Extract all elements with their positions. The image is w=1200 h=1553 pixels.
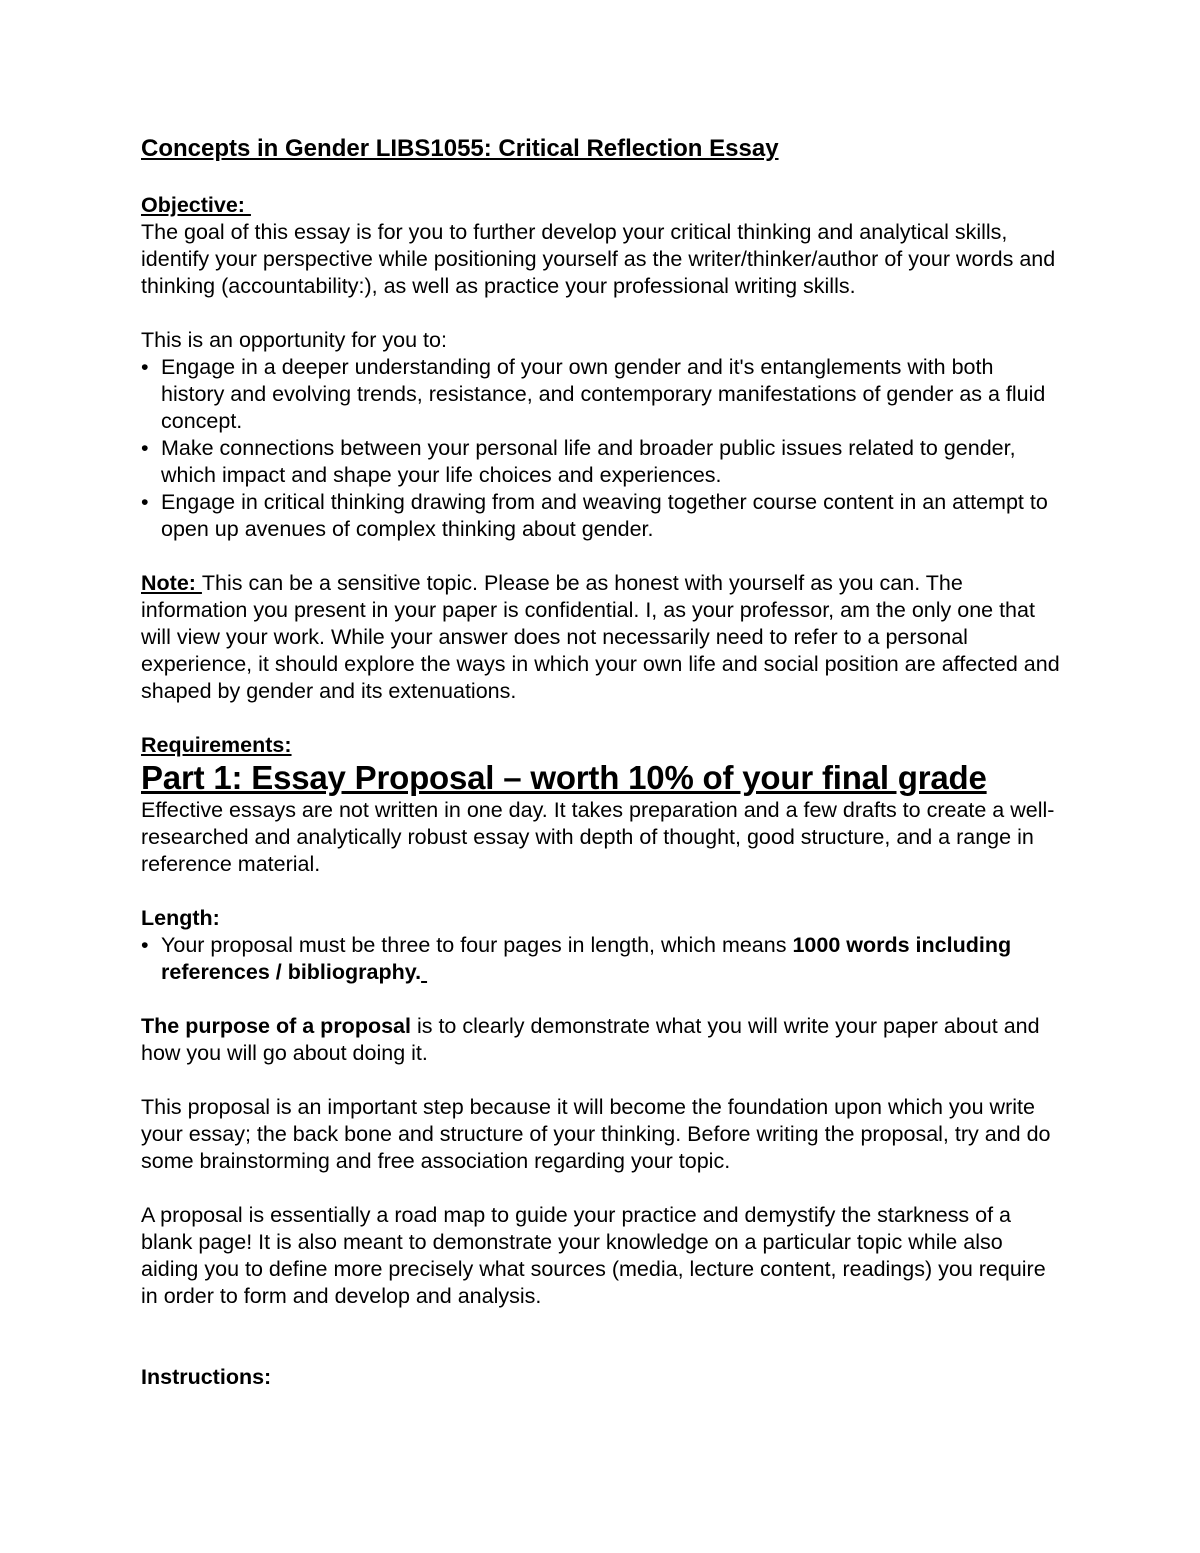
part1-heading: Part 1: Essay Proposal – worth 10% of your final grade — [141, 759, 987, 796]
bullet-icon: • — [141, 355, 149, 379]
list-item-text: Make connections between your personal life and broader public issues related to gender, which impact and shape your life choices and experiences. — [161, 436, 1016, 487]
list-item-text: Engage in a deeper understanding of your own gender and it's entanglements with both history and evolving trends, resistance, and contemporary manifestations of gender as a fluid concept. — [161, 355, 1046, 433]
document-body — [141, 133, 1061, 1391]
list-item-underscore — [421, 960, 427, 984]
bullet-icon: • — [141, 436, 149, 460]
part1-intro: Effective essays are not written in one day. It takes preparation and a few drafts to create a well-researched and analytically robust essay with depth of thought, good structure, and a range in reference material. — [141, 798, 1055, 876]
requirements-heading: Requirements: — [141, 733, 292, 757]
length-list — [141, 932, 1061, 986]
opportunity-intro: This is an opportunity for you to: — [141, 328, 447, 352]
opportunity-list — [141, 354, 1061, 543]
note-paragraph — [141, 570, 1061, 705]
bullet-icon: • — [141, 933, 149, 957]
instructions-heading: Instructions: — [141, 1365, 272, 1389]
bullet-icon: • — [141, 490, 149, 514]
length-heading: Length: — [141, 906, 220, 930]
note-label: Note: — [141, 571, 202, 595]
list-item — [141, 354, 1061, 435]
objective-body: The goal of this essay is for you to further develop your critical thinking and analytical skills, identify your perspective while positioning yourself as the writer/thinker/author of your words and thinking (accountability:), as well as practice your professional writing skills. — [141, 220, 1056, 298]
list-item — [141, 435, 1061, 489]
list-item-bold: 1000 words including references / bibliography. — [161, 933, 1012, 984]
importance-paragraph: This proposal is an important step because it will become the foundation upon which you write your essay; the back bone and structure of your thinking. Before writing the proposal, try and do some brainstorming and free association regarding your topic. — [141, 1095, 1051, 1173]
list-item — [141, 932, 1061, 986]
objective-heading: Objective: — [141, 193, 251, 217]
purpose-text: is to clearly demonstrate what you will write your paper about and how you will go about doing it. — [141, 1014, 1040, 1065]
purpose-paragraph — [141, 1013, 1061, 1067]
list-item-text: Engage in critical thinking drawing from and weaving together course content in an attempt to open up avenues of complex thinking about gender. — [161, 490, 1048, 541]
list-item — [141, 489, 1061, 543]
list-item-text: Your proposal must be three to four pages in length, which means — [161, 933, 793, 957]
document-title: Concepts in Gender LIBS1055: Critical Reflection Essay — [141, 135, 779, 162]
roadmap-paragraph: A proposal is essentially a road map to guide your practice and demystify the starkness of a blank page! It is also meant to demonstrate your knowledge on a particular topic while also aiding you to define more precisely what sources (media, lecture content, readings) you require in order to form and develop and analysis. — [141, 1203, 1046, 1308]
note-body: This can be a sensitive topic. Please be as honest with yourself as you can. The information you present in your paper is confidential. I, as your professor, am the only one that will view your work. While your answer does not necessarily need to refer to a personal experience, it should explore the ways in which your own life and social position are affected and shaped by gender and its extenuations. — [141, 571, 1060, 703]
purpose-bold: The purpose of a proposal — [141, 1014, 411, 1038]
